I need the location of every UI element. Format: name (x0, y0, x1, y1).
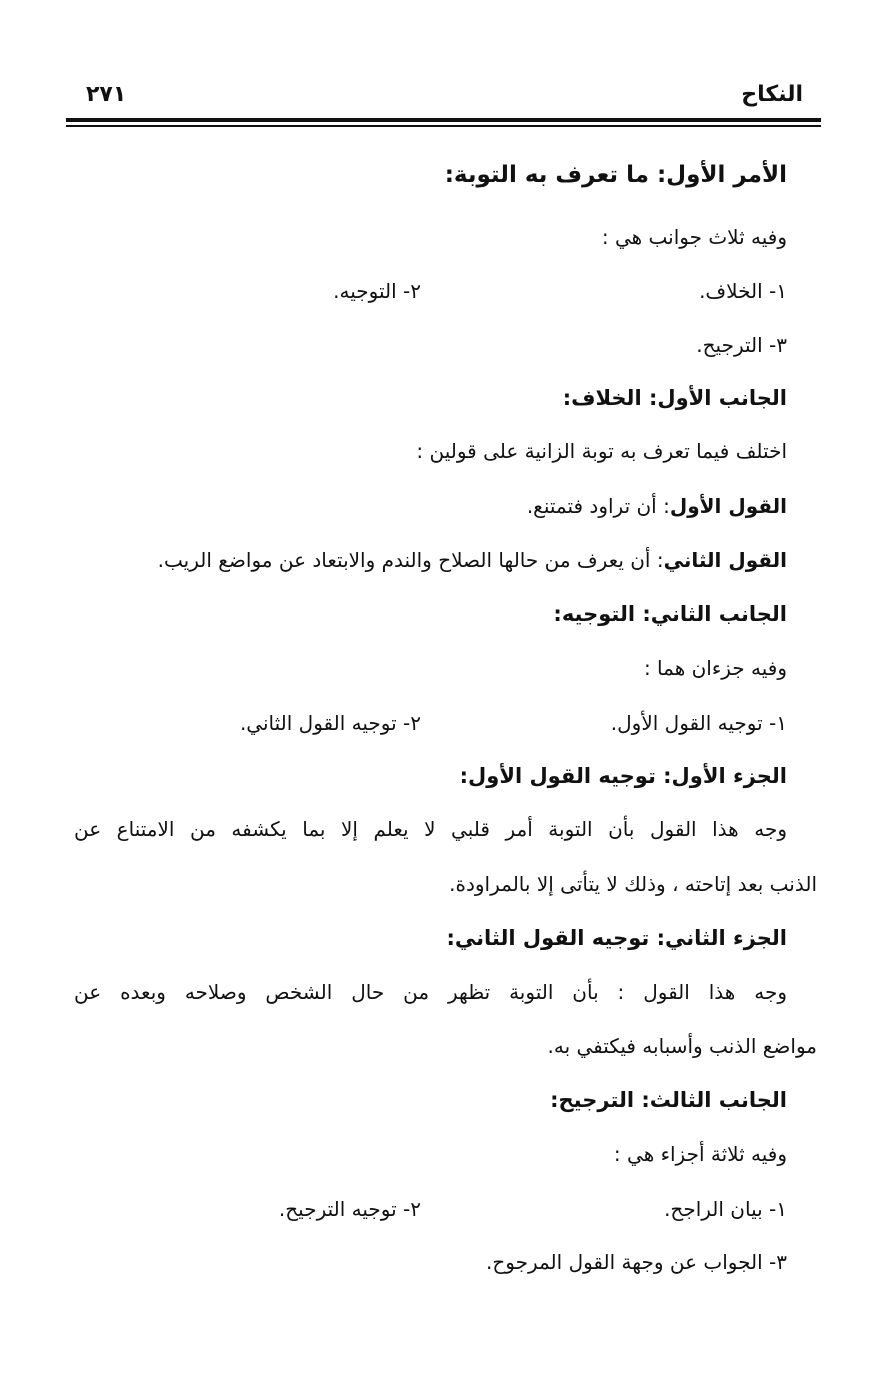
section2-heading: الجانب الثاني: التوجيه: (553, 602, 787, 626)
main-heading: الأمر الأول: ما تعرف به التوبة: (444, 162, 787, 188)
section1-heading: الجانب الأول: الخلاف: (562, 386, 787, 410)
header-rule-thick (66, 118, 821, 122)
list2-item2: ٢- توجيه القول الثاني. (239, 711, 421, 735)
opinion1 (527, 494, 787, 518)
opinion1-label: القول الأول (669, 494, 787, 518)
running-header (66, 82, 813, 118)
intro-sides: وفيه ثلاث جوانب هي : (601, 225, 787, 249)
part1-paragraph-line1: وجه هذا القول بأن التوبة أمر قلبي لا يعلم إلا بما يكشفه من الامتناع عن (74, 817, 787, 841)
list3-item2: ٢- توجيه الترجيح. (278, 1197, 421, 1221)
list2-item1: ١- توجيه القول الأول. (610, 711, 787, 735)
part2-paragraph-line1: وجه هذا القول : بأن التوبة تظهر من حال الشخص وصلاحه وبعده عن (74, 980, 787, 1004)
part2-heading: الجزء الثاني: توجيه القول الثاني: (446, 926, 787, 950)
list3-item3: ٣- الجواب عن وجهة القول المرجوح. (486, 1250, 787, 1274)
part2-paragraph-line2: مواضع الذنب وأسبابه فيكتفي به. (547, 1034, 817, 1058)
part1-paragraph-line2: الذنب بعد إتاحته ، وذلك لا يتأتى إلا بالمراودة. (449, 872, 817, 896)
opinion1-text: : أن تراود فتمتنع. (526, 494, 670, 518)
list1-item2: ٢- التوجيه. (333, 279, 421, 303)
section3-heading: الجانب الثالث: الترجيح: (550, 1088, 787, 1112)
intro-preference: وفيه ثلاثة أجزاء هي : (613, 1142, 787, 1166)
chapter-title: النكاح (741, 82, 803, 107)
intro-parts: وفيه جزءان هما : (643, 656, 787, 680)
opinion2 (158, 548, 787, 572)
header-rule-thin (66, 125, 821, 127)
part1-heading: الجزء الأول: توجيه القول الأول: (459, 764, 787, 788)
page-number: ٢٧١ (86, 82, 127, 107)
list1-item3: ٣- الترجيح. (696, 333, 787, 357)
opinion2-text: : أن يعرف من حالها الصلاح والندم والابتعاد عن مواضع الريب. (157, 548, 664, 572)
list3-item1: ١- بيان الراجح. (664, 1197, 787, 1221)
section1-text: اختلف فيما تعرف به توبة الزانية على قولين : (416, 439, 787, 463)
list1-item1: ١- الخلاف. (699, 279, 787, 303)
opinion2-label: القول الثاني (663, 548, 787, 572)
